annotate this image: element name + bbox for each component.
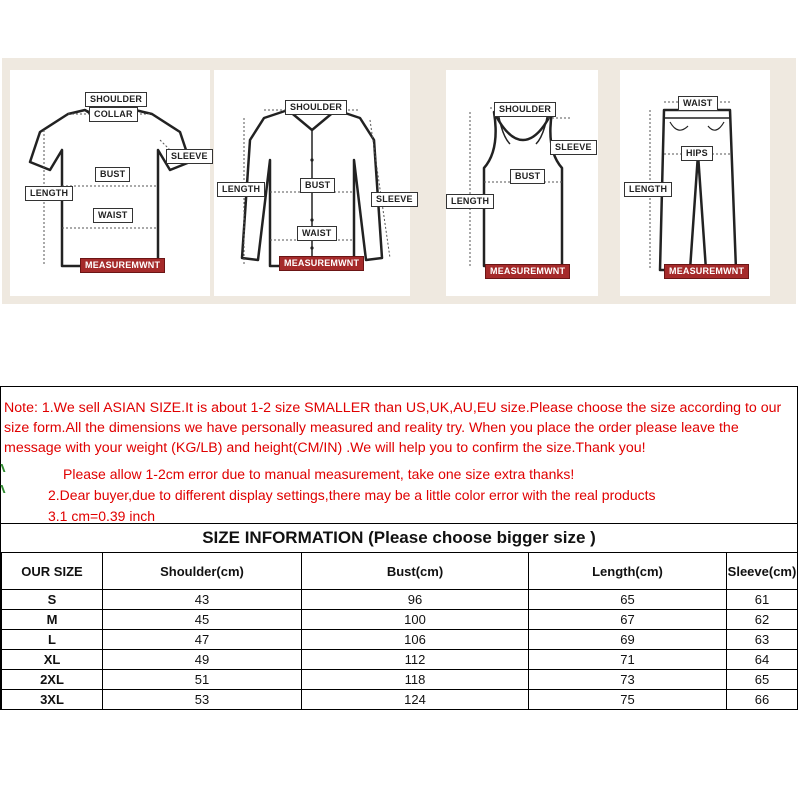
tick-mark [2,485,7,493]
column-header: OUR SIZE [2,553,103,590]
table-cell: 106 [302,630,529,650]
size-title-main: SIZE INFORMATION [202,528,364,547]
tshirt-collar-tag: COLLAR [89,107,138,122]
size-cell: 3XL [2,690,103,710]
column-header: Sleeve(cm) [727,553,798,590]
table-cell: 75 [529,690,727,710]
table-cell: 112 [302,650,529,670]
tank-diagram [446,70,598,296]
error-notice: Please allow 1-2cm error due to manual measurement, take one size extra thanks! [63,466,575,482]
size-cell: S [2,590,103,610]
table-cell: 69 [529,630,727,650]
pants-waist-tag: WAIST [678,96,718,111]
table-row [2,590,798,610]
size-table [1,552,798,710]
tank-measurement-tag: MEASUREMWNT [485,264,570,279]
table-cell: 118 [302,670,529,690]
tshirt-waist-tag: WAIST [93,208,133,223]
table-row [2,630,798,650]
table-cell: 63 [727,630,798,650]
shirt-length-tag: LENGTH [217,182,265,197]
tshirt-measurement-tag: MEASUREMWNT [80,258,165,273]
size-cell: XL [2,650,103,670]
note-text: Note: 1.We sell ASIAN SIZE.It is about 1-2 size SMALLER than US,UK,AU,EU size.Please choose the size according to our size form.All the dimensions we have personally measured and reality try. When you place the order please leave the message with your weight (KG/LB) and height(CM/IN) .We will help you to confirm the size.Thank you! [4,400,782,456]
pants-diagram [620,70,770,296]
pants-measurement-tag: MEASUREMWNT [664,264,749,279]
table-header-row [2,553,798,590]
pants-length-tag: LENGTH [624,182,672,197]
table-row [2,690,798,710]
table-cell: 65 [727,670,798,690]
shirt-measurement-tag: MEASUREMWNT [279,256,364,271]
column-header: Shoulder(cm) [103,553,302,590]
table-cell: 47 [103,630,302,650]
table-cell: 71 [529,650,727,670]
tshirt-length-tag: LENGTH [25,186,73,201]
tshirt-sleeve-tag: SLEEVE [166,149,213,164]
shirt-diagram [214,70,413,296]
size-cell: 2XL [2,670,103,690]
table-row [2,650,798,670]
tank-sleeve-tag: SLEEVE [550,140,597,155]
size-title-sub: (Please choose bigger size ) [368,528,596,547]
size-info-box [0,386,798,710]
table-cell: 45 [103,610,302,630]
size-information-title [1,524,797,551]
tank-length-tag: LENGTH [446,194,494,209]
size-cell: L [2,630,103,650]
table-cell: 124 [302,690,529,710]
table-cell: 65 [529,590,727,610]
table-cell: 62 [727,610,798,630]
shirt-bust-tag: BUST [300,178,335,193]
conversion-notice: 3.1 cm=0.39 inch [48,508,156,524]
shirt-waist-tag: WAIST [297,226,337,241]
measurement-guide [2,58,796,304]
table-cell: 96 [302,590,529,610]
column-header: Length(cm) [529,553,727,590]
table-cell: 73 [529,670,727,690]
pants-hips-tag: HIPS [681,146,713,161]
table-cell: 67 [529,610,727,630]
tshirt-shoulder-tag: SHOULDER [85,92,147,107]
column-header: Bust(cm) [302,553,529,590]
table-cell: 100 [302,610,529,630]
table-cell: 64 [727,650,798,670]
tank-shoulder-tag: SHOULDER [494,102,556,117]
size-cell: M [2,610,103,630]
table-cell: 66 [727,690,798,710]
table-row [2,670,798,690]
tshirt-bust-tag: BUST [95,167,130,182]
table-cell: 53 [103,690,302,710]
tank-bust-tag: BUST [510,169,545,184]
color-notice: 2.Dear buyer,due to different display settings,there may be a little color error with the real products [48,487,656,503]
table-row [2,610,798,630]
shirt-sleeve-tag: SLEEVE [371,192,418,207]
table-cell: 49 [103,650,302,670]
table-cell: 51 [103,670,302,690]
table-cell: 43 [103,590,302,610]
tick-mark [2,464,7,472]
shirt-shoulder-tag: SHOULDER [285,100,347,115]
tshirt-diagram [10,70,210,296]
table-cell: 61 [727,590,798,610]
